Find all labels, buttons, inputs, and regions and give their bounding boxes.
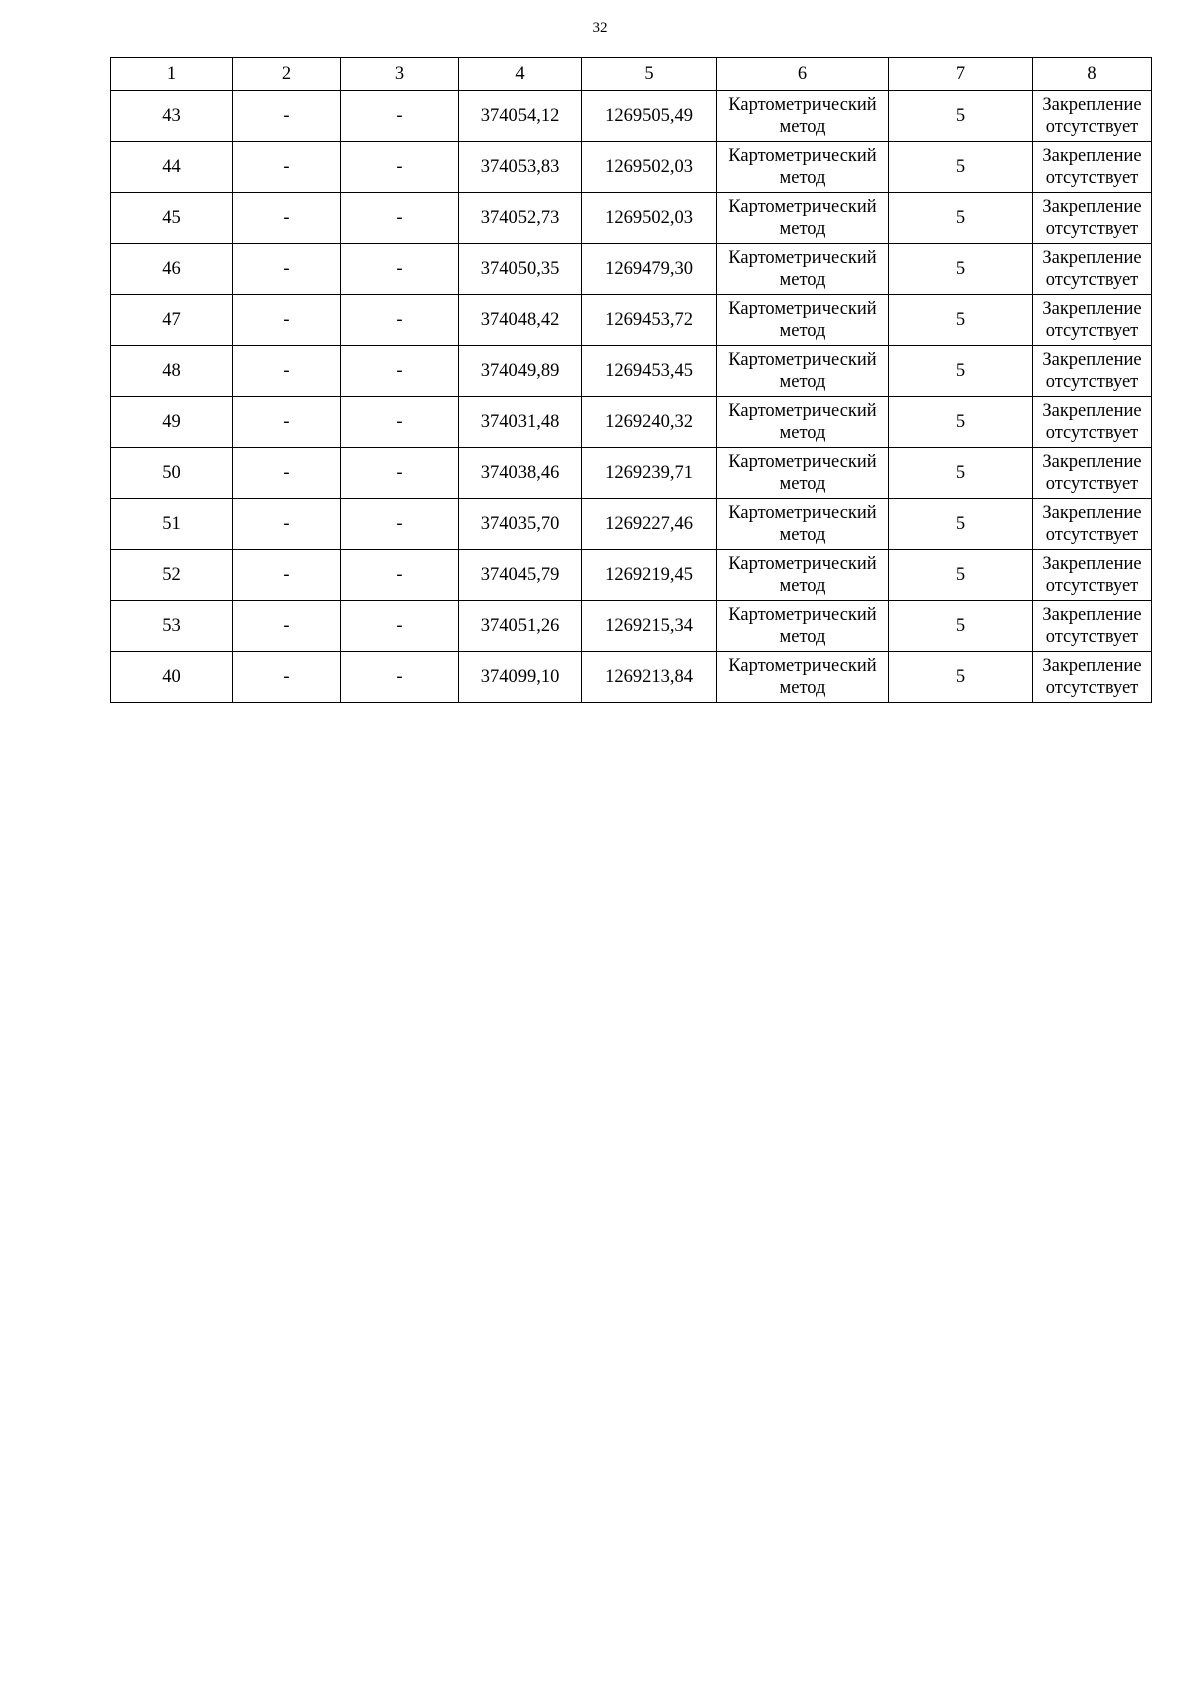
cell-text: -	[283, 565, 290, 585]
cell-text: 374050,35	[480, 259, 560, 279]
cell-text-line2: отсутствует	[1045, 219, 1139, 239]
method-cell	[717, 499, 889, 550]
col2-cell	[233, 193, 341, 244]
cell-text: 51	[162, 514, 181, 534]
cell-text: -	[396, 208, 403, 228]
cell-text-line2: отсутствует	[1045, 474, 1139, 494]
col2-cell	[233, 346, 341, 397]
table-row	[111, 91, 1152, 142]
accuracy-cell	[889, 142, 1033, 193]
method-cell	[717, 91, 889, 142]
fixing-cell	[1033, 193, 1152, 244]
accuracy-cell	[889, 244, 1033, 295]
cell-text: -	[396, 412, 403, 432]
cell-text-line1: Закрепление	[1042, 197, 1142, 217]
cell-text-line2: метод	[779, 372, 826, 392]
accuracy-cell	[889, 193, 1033, 244]
cell-text: -	[396, 157, 403, 177]
cell-text-line2: отсутствует	[1045, 423, 1139, 443]
cell-text-line2: отсутствует	[1045, 627, 1139, 647]
cell-text: 1269453,45	[605, 361, 693, 381]
cell-text: 5	[955, 259, 966, 279]
table-row	[111, 652, 1152, 703]
cell-text-line1: Закрепление	[1042, 656, 1142, 676]
cell-text-line2: метод	[779, 423, 826, 443]
cell-text-line2: метод	[779, 525, 826, 545]
method-cell	[717, 193, 889, 244]
cell-text-line1: Картометрический	[728, 554, 877, 574]
cell-text-line1: Закрепление	[1042, 299, 1142, 319]
cell-text: 1269239,71	[605, 463, 693, 483]
cell-text-line1: Картометрический	[728, 656, 877, 676]
cell-text: 1269240,32	[605, 412, 693, 432]
cell-text: 48	[162, 361, 181, 381]
cell-text: -	[396, 106, 403, 126]
method-cell	[717, 448, 889, 499]
cell-text-line2: метод	[779, 270, 826, 290]
method-cell	[717, 550, 889, 601]
cell-text: 374048,42	[480, 310, 560, 330]
x-coordinate-cell	[459, 346, 582, 397]
cell-text-line2: метод	[779, 576, 826, 596]
x-coordinate-cell	[459, 91, 582, 142]
y-coordinate-cell	[582, 550, 717, 601]
accuracy-cell	[889, 601, 1033, 652]
accuracy-cell	[889, 295, 1033, 346]
cell-text: 5	[955, 463, 966, 483]
column-header: 5	[582, 58, 717, 91]
cell-text: 1269215,34	[605, 616, 693, 636]
col3-cell	[341, 295, 459, 346]
method-cell	[717, 346, 889, 397]
y-coordinate-cell	[582, 193, 717, 244]
x-coordinate-cell	[459, 499, 582, 550]
table-row	[111, 499, 1152, 550]
cell-text: 40	[162, 667, 181, 687]
cell-text-line1: Картометрический	[728, 299, 877, 319]
y-coordinate-cell	[582, 601, 717, 652]
col2-cell	[233, 499, 341, 550]
col3-cell	[341, 550, 459, 601]
cell-text: 5	[955, 616, 966, 636]
fixing-cell	[1033, 244, 1152, 295]
x-coordinate-cell	[459, 397, 582, 448]
col2-cell	[233, 244, 341, 295]
col3-cell	[341, 193, 459, 244]
cell-text-line2: метод	[779, 219, 826, 239]
y-coordinate-cell	[582, 448, 717, 499]
cell-text: 374053,83	[480, 157, 560, 177]
method-cell	[717, 142, 889, 193]
col3-cell	[341, 397, 459, 448]
cell-text: -	[283, 667, 290, 687]
table-row	[111, 397, 1152, 448]
cell-text: -	[283, 106, 290, 126]
cell-text: 1269502,03	[605, 208, 693, 228]
cell-text: 50	[162, 463, 181, 483]
cell-text: 1269505,49	[605, 106, 693, 126]
cell-text: -	[283, 514, 290, 534]
cell-text-line1: Закрепление	[1042, 503, 1142, 523]
cell-text-line1: Картометрический	[728, 350, 877, 370]
x-coordinate-cell	[459, 652, 582, 703]
cell-text: 45	[162, 208, 181, 228]
cell-text: 374049,89	[480, 361, 560, 381]
cell-text-line2: метод	[779, 627, 826, 647]
fixing-cell	[1033, 91, 1152, 142]
cell-text: 1269502,03	[605, 157, 693, 177]
cell-text-line1: Закрепление	[1042, 401, 1142, 421]
fixing-cell	[1033, 448, 1152, 499]
cell-text-line2: отсутствует	[1045, 321, 1139, 341]
cell-text-line2: отсутствует	[1045, 525, 1139, 545]
cell-text-line2: метод	[779, 678, 826, 698]
table-row	[111, 448, 1152, 499]
column-header: 6	[717, 58, 889, 91]
col3-cell	[341, 601, 459, 652]
point-number-cell	[111, 550, 233, 601]
cell-text: 5	[955, 106, 966, 126]
column-header: 7	[889, 58, 1033, 91]
cell-text-line1: Картометрический	[728, 248, 877, 268]
accuracy-cell	[889, 499, 1033, 550]
col3-cell	[341, 346, 459, 397]
cell-text: 374031,48	[480, 412, 560, 432]
point-number-cell	[111, 193, 233, 244]
col3-cell	[341, 448, 459, 499]
coordinates-table	[110, 57, 1152, 703]
header-row	[111, 58, 1152, 91]
point-number-cell	[111, 448, 233, 499]
col2-cell	[233, 397, 341, 448]
cell-text: 5	[955, 310, 966, 330]
cell-text: 5	[955, 412, 966, 432]
cell-text-line1: Картометрический	[728, 95, 877, 115]
col2-cell	[233, 550, 341, 601]
cell-text: 1269219,45	[605, 565, 693, 585]
x-coordinate-cell	[459, 550, 582, 601]
cell-text: -	[283, 463, 290, 483]
cell-text: 5	[955, 514, 966, 534]
cell-text: 53	[162, 616, 181, 636]
cell-text: 1269479,30	[605, 259, 693, 279]
cell-text: 5	[955, 157, 966, 177]
fixing-cell	[1033, 550, 1152, 601]
cell-text: 46	[162, 259, 181, 279]
column-header: 2	[233, 58, 341, 91]
col3-cell	[341, 142, 459, 193]
method-cell	[717, 652, 889, 703]
cell-text: 49	[162, 412, 181, 432]
point-number-cell	[111, 142, 233, 193]
cell-text-line1: Картометрический	[728, 605, 877, 625]
point-number-cell	[111, 91, 233, 142]
cell-text: -	[283, 208, 290, 228]
accuracy-cell	[889, 550, 1033, 601]
cell-text: -	[283, 259, 290, 279]
cell-text: 374052,73	[480, 208, 560, 228]
method-cell	[717, 295, 889, 346]
cell-text: 43	[162, 106, 181, 126]
cell-text-line1: Картометрический	[728, 197, 877, 217]
y-coordinate-cell	[582, 346, 717, 397]
cell-text: -	[396, 565, 403, 585]
column-header: 1	[111, 58, 233, 91]
cell-text: 5	[955, 565, 966, 585]
cell-text: -	[283, 361, 290, 381]
cell-text: -	[396, 514, 403, 534]
x-coordinate-cell	[459, 295, 582, 346]
cell-text-line2: отсутствует	[1045, 117, 1139, 137]
point-number-cell	[111, 499, 233, 550]
col3-cell	[341, 91, 459, 142]
page-number: 32	[592, 20, 608, 36]
y-coordinate-cell	[582, 499, 717, 550]
x-coordinate-cell	[459, 601, 582, 652]
column-header: 3	[341, 58, 459, 91]
cell-text-line1: Закрепление	[1042, 248, 1142, 268]
table-row	[111, 142, 1152, 193]
cell-text: 374051,26	[480, 616, 560, 636]
table-row	[111, 295, 1152, 346]
cell-text: 5	[955, 667, 966, 687]
y-coordinate-cell	[582, 295, 717, 346]
fixing-cell	[1033, 346, 1152, 397]
cell-text: 1269213,84	[605, 667, 693, 687]
cell-text-line1: Картометрический	[728, 452, 877, 472]
y-coordinate-cell	[582, 652, 717, 703]
x-coordinate-cell	[459, 193, 582, 244]
fixing-cell	[1033, 397, 1152, 448]
cell-text: -	[396, 259, 403, 279]
cell-text: -	[283, 157, 290, 177]
table-body	[111, 91, 1152, 703]
table-row	[111, 193, 1152, 244]
column-header: 4	[459, 58, 582, 91]
col3-cell	[341, 652, 459, 703]
col2-cell	[233, 142, 341, 193]
col3-cell	[341, 499, 459, 550]
cell-text-line1: Закрепление	[1042, 554, 1142, 574]
point-number-cell	[111, 244, 233, 295]
cell-text-line2: отсутствует	[1045, 372, 1139, 392]
cell-text-line2: метод	[779, 474, 826, 494]
cell-text-line2: отсутствует	[1045, 678, 1139, 698]
cell-text-line1: Картометрический	[728, 146, 877, 166]
point-number-cell	[111, 295, 233, 346]
cell-text: 44	[162, 157, 181, 177]
cell-text: -	[283, 412, 290, 432]
cell-text: -	[283, 310, 290, 330]
col2-cell	[233, 652, 341, 703]
cell-text-line2: отсутствует	[1045, 168, 1139, 188]
cell-text: 1269453,72	[605, 310, 693, 330]
cell-text-line2: метод	[779, 168, 826, 188]
method-cell	[717, 397, 889, 448]
col3-cell	[341, 244, 459, 295]
cell-text: 5	[955, 208, 966, 228]
cell-text: 374054,12	[480, 106, 560, 126]
accuracy-cell	[889, 448, 1033, 499]
cell-text-line2: отсутствует	[1045, 270, 1139, 290]
fixing-cell	[1033, 601, 1152, 652]
col2-cell	[233, 601, 341, 652]
table-row	[111, 346, 1152, 397]
point-number-cell	[111, 397, 233, 448]
cell-text-line2: метод	[779, 321, 826, 341]
col2-cell	[233, 295, 341, 346]
cell-text: 47	[162, 310, 181, 330]
col2-cell	[233, 91, 341, 142]
cell-text: -	[396, 361, 403, 381]
x-coordinate-cell	[459, 244, 582, 295]
accuracy-cell	[889, 397, 1033, 448]
cell-text: 374035,70	[480, 514, 560, 534]
table-row	[111, 244, 1152, 295]
cell-text: 5	[955, 361, 966, 381]
cell-text-line2: метод	[779, 117, 826, 137]
col2-cell	[233, 448, 341, 499]
method-cell	[717, 244, 889, 295]
cell-text-line1: Закрепление	[1042, 452, 1142, 472]
cell-text-line2: отсутствует	[1045, 576, 1139, 596]
cell-text-line1: Картометрический	[728, 401, 877, 421]
cell-text: 374045,79	[480, 565, 560, 585]
cell-text: 1269227,46	[605, 514, 693, 534]
x-coordinate-cell	[459, 142, 582, 193]
fixing-cell	[1033, 142, 1152, 193]
cell-text-line1: Картометрический	[728, 503, 877, 523]
fixing-cell	[1033, 652, 1152, 703]
accuracy-cell	[889, 91, 1033, 142]
cell-text: -	[283, 616, 290, 636]
cell-text-line1: Закрепление	[1042, 605, 1142, 625]
cell-text: -	[396, 463, 403, 483]
y-coordinate-cell	[582, 142, 717, 193]
y-coordinate-cell	[582, 244, 717, 295]
fixing-cell	[1033, 295, 1152, 346]
cell-text: 374099,10	[480, 667, 560, 687]
accuracy-cell	[889, 346, 1033, 397]
point-number-cell	[111, 346, 233, 397]
fixing-cell	[1033, 499, 1152, 550]
cell-text-line1: Закрепление	[1042, 146, 1142, 166]
y-coordinate-cell	[582, 91, 717, 142]
x-coordinate-cell	[459, 448, 582, 499]
cell-text: 374038,46	[480, 463, 560, 483]
cell-text: 52	[162, 565, 181, 585]
point-number-cell	[111, 601, 233, 652]
accuracy-cell	[889, 652, 1033, 703]
column-header: 8	[1033, 58, 1152, 91]
cell-text: -	[396, 310, 403, 330]
table-row	[111, 601, 1152, 652]
y-coordinate-cell	[582, 397, 717, 448]
cell-text-line1: Закрепление	[1042, 95, 1142, 115]
cell-text: -	[396, 667, 403, 687]
table-row	[111, 550, 1152, 601]
table-header	[111, 58, 1152, 91]
method-cell	[717, 601, 889, 652]
cell-text: -	[396, 616, 403, 636]
cell-text-line1: Закрепление	[1042, 350, 1142, 370]
point-number-cell	[111, 652, 233, 703]
